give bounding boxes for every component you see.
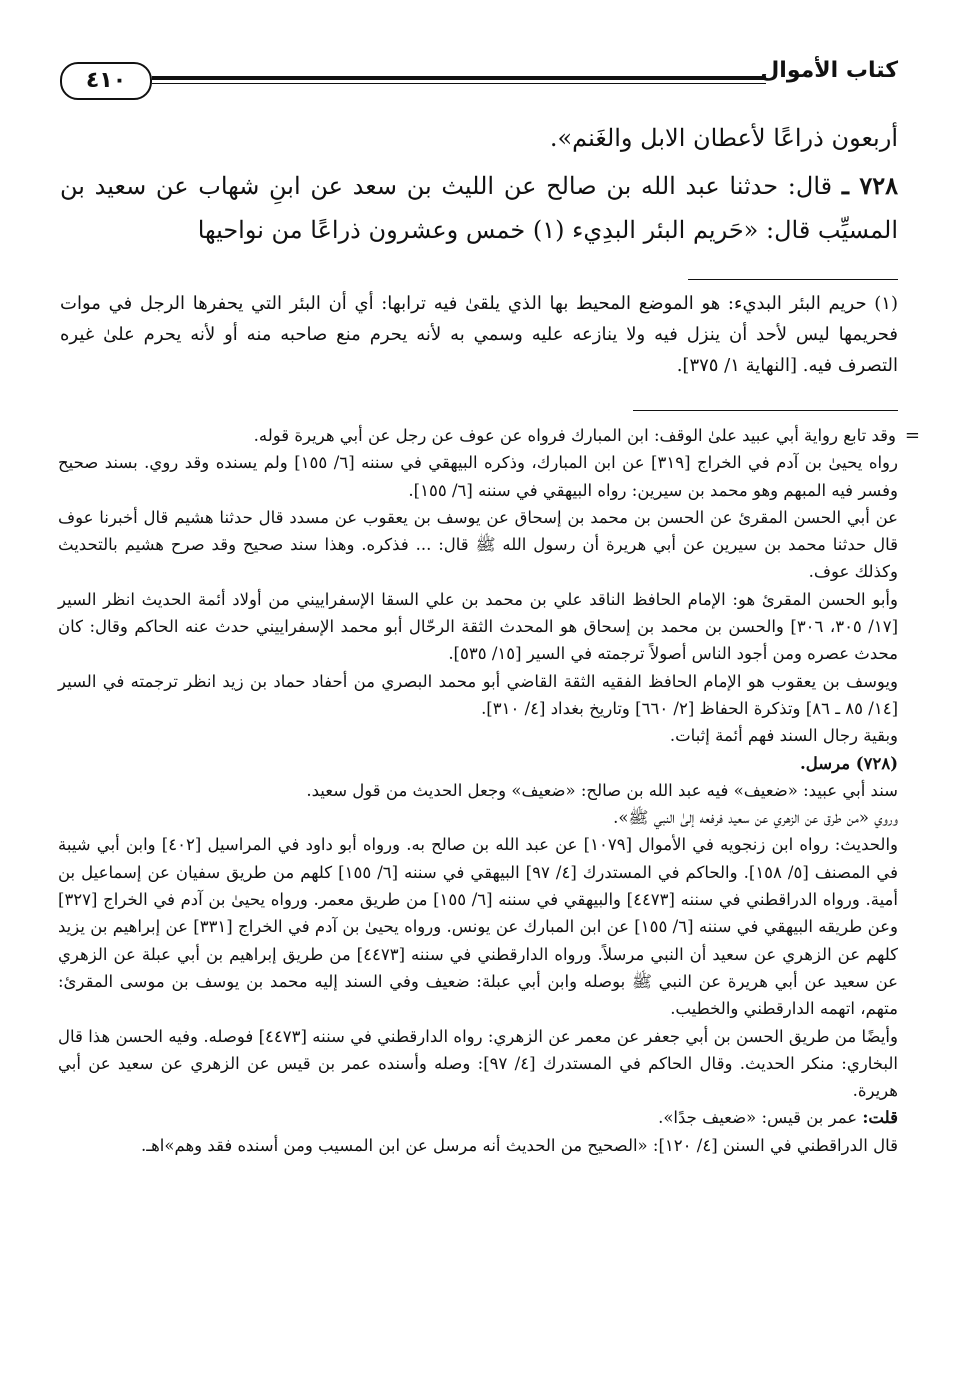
- commentary-paragraph: قال الدراقطني في السنن [٤/ ١٢٠]: «الصحيح من الحديث أنه مرسل عن ابن المسيب ومن أسنده فقد وهم»اهـ.: [141, 1135, 898, 1155]
- commentary-paragraph: وأيضًا من طريق الحسن بن أبي جعفر عن معمر عن الزهري: رواه الدارقطني في سننه [٤٤٧٣] فوصله. وفيه الحسن هذا قال البخاري: منكر الحديث. وقال الحاكم في المستدرك [٤/ ٩٧]: وصله وأسنده عمر بن قيس عن الزهري عن سعيد عن أبي هريرة.: [58, 1026, 898, 1101]
- qult-text: عمر بن قيس: «ضعيف جدًا».: [658, 1108, 858, 1128]
- commentary-paragraph: سند أبي عبيد: «ضعيف» فيه عبد الله بن صالح: «ضعيف» وجعل الحديث من قول سعيد.: [306, 780, 898, 800]
- commentary-paragraph: والحديث: رواه ابن زنجويه في الأموال [١٠٧٩] عن عبد الله بن صالح به. ورواه أبو داود في المراسيل [٤٠٢] وابن أبي شيبة في المصنف [٥/ ١٥٨]. والحاكم في المستدرك [٤/ ٩٧] البيهقي في سننه [٦/ ١٥٥] كلهم من طريق سفيان عن إسماعيل بن أمية. ورواه الدراقطني في سننه [٤٤٧٣] والبيهقي في سننه [٦/ ١٥٥] من طريق معمر. ورواه يحيىٰ بن آدم في الخراج [٣٢٧] وعن طريقه البيهقي في سننه [٦/ ١٥٥] عن ابن المبارك عن يونس. ورواه يحيىٰ بن آدم في الخراج [٣٣١] عن إبراهيم بن يزيد كلهم عن الزهري عن سعيد أن النبي مرسلاً. ورواه الدارقطني في سننه [٤٤٧٣] من طريق إبراهيم بن أبي عبلة عن الزهري عن سعيد عن أبي هريرة عن النبي ﷺ بوصله وابن أبي عبلة: ضعيف وفي السند إليه محمد بن يوسف بن موسى المقرئ: متهم، اتهمه الدارقطني والخطيب.: [58, 835, 899, 1019]
- hadith-number: ٧٢٨ ـ: [841, 171, 899, 200]
- qult-paragraph: [58, 1104, 898, 1131]
- continuation-mark: =: [904, 425, 920, 446]
- commentary-paragraph: وروي «من طرق عن الزهري عن سعيد فرفعه إلىٰ النبي ﷺ».: [613, 808, 898, 828]
- qult-label: قلت:: [862, 1108, 898, 1128]
- commentary-paragraph: ويوسف بن يعقوب هو الإمام الحافظ الفقيه الثقة القاضي أبو محمد البصري من أحفاد حماد بن زيد انظر ترجمته في السير [١٤/ ٨٥ ـ ٨٦] وتذكرة الحفاظ [٢/ ٦٦٠] وتاريخ بغداد [٤/ ٣١٠].: [58, 671, 898, 718]
- main-text: [60, 116, 898, 252]
- commentary-paragraph: وبقية رجال السند فهم أئمة إثبات.: [669, 726, 898, 746]
- commentary-paragraph: رواه يحيىٰ بن آدم في الخراج [٣١٩] عن ابن المبارك، وذكره البيهقي في سننه [٦/ ١٥٥] ولم يسنده وقد روي. بسند صحيح وفسر فيه المبهم وهو محمد بن سيرين: رواه البيهقي في سننه [٦/ ١٥٥].: [58, 453, 898, 500]
- header-rule: [152, 76, 766, 84]
- hadith-paragraph: [60, 164, 898, 252]
- commentary-paragraph: وأبو الحسن المقرئ هو: الإمام الحافظ الناقد علي بن محمد بن علي السقا الإسفراييني من أولاد أئمة الحديث انظر السير [١٧/ ٣٠٥، ٣٠٦] والحسن بن محمد بن إسحاق هو المحدث الثقة الرحّال أبو محمد الإسفراييني حدث عنه الحاكم وقال: كان محدث عصره ومن أجود الناس أصولاً ترجمته في السير [١٥/ ٥٣٥].: [58, 589, 898, 664]
- commentary-heading: (٧٢٨) مرسل.: [800, 753, 898, 773]
- commentary-paragraph: عن أبي الحسن المقرئ عن الحسن بن محمد بن إسحاق عن يوسف بن يعقوب عن مسدد قال حدثنا هشيم قال أخبرنا عوف قال حدثنا محمد بن سيرين عن أبي هريرة أن رسول الله ﷺ قال: ... فذكره. وهذا سند صحيح وقد صرح هشيم بالتحديث وكذلك عوف.: [58, 507, 899, 582]
- page-header: [60, 56, 898, 106]
- book-title: كتاب الأموال: [760, 58, 898, 83]
- main-line-1: أربعون ذراعًا لأعطان الابل والغَنم».: [549, 124, 898, 152]
- hadith-text: قال: حدثنا عبد الله بن صالح عن الليث بن سعد عن ابنِ شهاب عن سعيد بن المسيِّب قال: «حَريم البئر البدِيء (١) خمس وعشرون ذراعًا من نواحيها: [60, 172, 898, 244]
- footnote-text: (١) حريم البئر البديء: هو الموضع المحيط بها الذي يلقىٰ فيه ترابها: أي أن البئر التي يحفرها الرجل في موات فحريمها ليس لأحد أن ينزل فيه ولا ينازعه عليه وسمي به لأنه يحرم منع صاحبه منه أو لأنه يحرم علىٰ غيره التصرف فيه. [النهاية ١/ ٣٧٥].: [60, 293, 898, 376]
- footnote: [60, 288, 898, 381]
- commentary-divider: [633, 410, 898, 411]
- commentary-paragraph: = وقد تابع رواية أبي عبيد علىٰ الوقف: ابن المبارك فرواه عن عوف عن رجل عن أبي هريرة قوله.: [58, 422, 898, 449]
- footnote-divider: [688, 279, 898, 280]
- commentary: [58, 422, 920, 1159]
- page-number: ٤١٠: [60, 62, 152, 100]
